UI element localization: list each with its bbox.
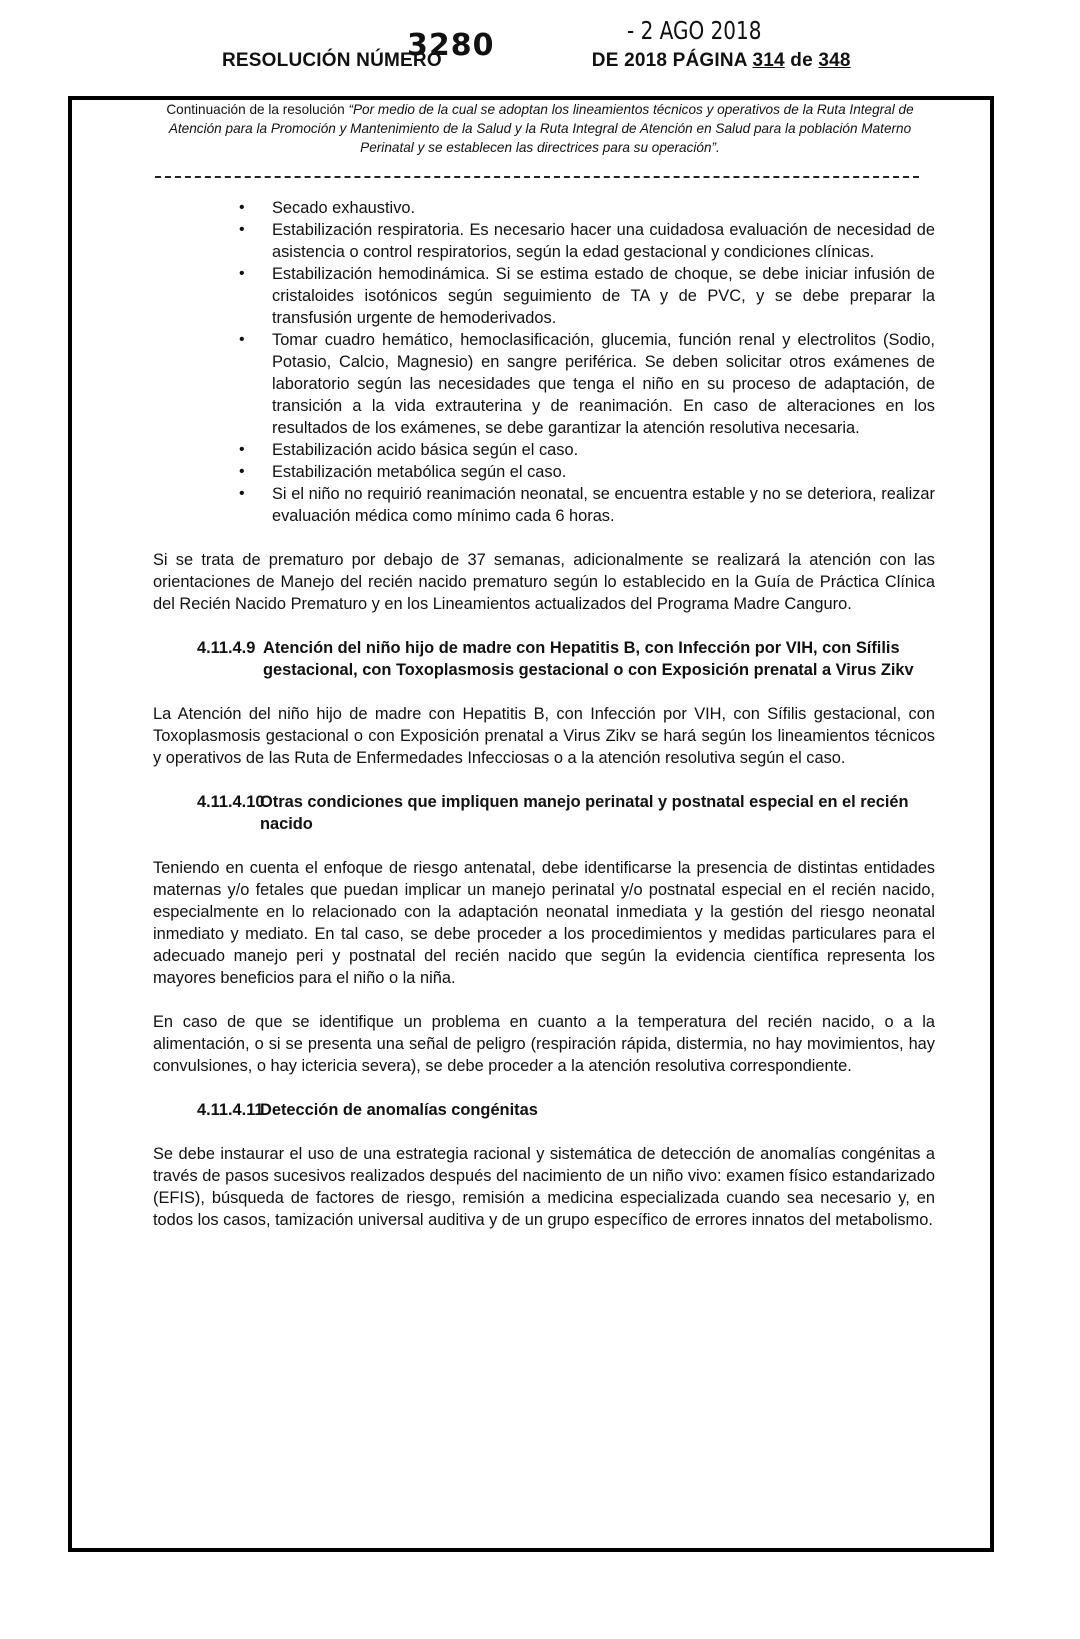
section-10-paragraph-2: En caso de que se identifique un problema en cuanto a la temperatura del recién nacido, o a la alimentación, o si se presenta una señal de peligro (respiración rápida, distermia, no hay movimientos, hay convulsiones, o hay ictericia severa), se debe proceder a la atención resolutiva correspondiente. [153,1013,935,1075]
section-heading-4-11-4-10 [153,791,935,835]
date-stamp: - 2 AGO 2018 [627,16,762,45]
section-heading-4-11-4-11 [153,1099,935,1121]
list-item: • Tomar cuadro hemático, hemoclasificación, glucemia, función renal y electrolitos (Sodio, Potasio, Calcio, Magnesio) en sangre periférica. Se deben solicitar otros exámenes de laboratorio según las necesidades que tenga el niño en su proceso de adaptación, de transición a la vida extrauterina y de reanimación. En caso de alteraciones en los resultados de los exámenes, se debe garantizar la atención resolutiva necesaria. [153,329,935,439]
dashed-separator [155,176,919,178]
section-10-paragraph-1: Teniendo en cuenta el enfoque de riesgo antenatal, debe identificarse la presencia de distintas entidades maternas y/o fetales que puedan implicar un manejo perinatal y/o postnatal especial en el recién nacido, especialmente en lo relacionado con la adaptación neonatal inmediata y la gestión del riesgo neonatal inmediato y mediato. En tal caso, se debe proceder a los procedimientos y medidas particulares para el adecuado manejo peri y postnatal del recién nacido que según la evidencia científica representa los mayores beneficios para el niño o la niña. [153,859,935,987]
of-label: de [790,50,813,71]
year-page-label: DE 2018 PÁGINA [591,50,748,71]
continuation-note [150,100,930,157]
document-body [153,197,935,1231]
section-heading-4-11-4-9 [153,637,935,681]
page-current: 314 [752,50,785,71]
list-item: • Estabilización respiratoria. Es necesario hacer una cuidadosa evaluación de necesidad de asistencia o control respiratorios, según la edad gestacional y condiciones clínicas. [153,219,935,263]
heading-text: Detección de anomalías congénitas [260,1101,538,1119]
list-item: • Estabilización metabólica según el caso. [153,461,935,483]
continuation-lead: Continuación de la resolución [166,102,349,117]
document-header [222,16,922,86]
resolution-prefix: RESOLUCIÓN NÚMERO [222,50,442,71]
premature-paragraph: Si se trata de prematuro por debajo de 37 semanas, adicionalmente se realizará la atención con las orientaciones de Manejo del recién nacido prematuro según lo establecido en la Guía de Práctica Clínica del Recién Nacido Prematuro y en los Lineamientos actualizados del Programa Madre Canguro. [153,551,935,613]
section-11-paragraph: Se debe instaurar el uso de una estrategia racional y sistemática de detección de anomalías congénitas a través de pasos sucesivos realizados después del nacimiento de un niño vivo: examen físico estandarizado (EFIS), búsqueda de factores de riesgo, remisión a medicina especializada cuando sea necesario y, en todos los casos, tamización universal auditiva y de un grupo específico de errores innatos del metabolismo. [153,1145,935,1229]
list-item: • Estabilización acido básica según el caso. [153,439,935,461]
section-9-paragraph: La Atención del niño hijo de madre con Hepatitis B, con Infección por VIH, con Sífilis gestacional, con Toxoplasmosis gestacional o con Exposición prenatal a Virus Zikv se hará según los lineamientos técnicos y operativos de las Ruta de Enfermedades Infecciosas o a la atención resolutiva según el caso. [153,705,935,767]
list-item: • Estabilización hemodinámica. Si se estima estado de choque, se debe iniciar infusión de cristaloides isotónicos según seguimiento de TA y de PVC, y se debe preparar la transfusión urgente de hemoderivados. [153,263,935,329]
heading-number: 4.11.4.10 [197,793,265,811]
list-item: • Si el niño no requirió reanimación neonatal, se encuentra estable y no se deteriora, realizar evaluación médica como mínimo cada 6 horas. [153,483,935,527]
page-total: 348 [818,50,851,71]
resolution-number-stamp: 3280 [407,28,495,63]
heading-number: 4.11.4.9 [197,639,256,657]
resolution-header-line [222,50,851,72]
heading-text: Otras condiciones que impliquen manejo perinatal y postnatal especial en el recién nacido [260,793,909,833]
heading-text: Atención del niño hijo de madre con Hepatitis B, con Infección por VIH, con Sífilis gestacional, con Toxoplasmosis gestacional o con Exposición prenatal a Virus Zikv [263,639,914,679]
heading-number: 4.11.4.11 [197,1101,264,1119]
continuation-title: “Por medio de la cual se adoptan los lineamientos técnicos y operativos de la Ruta Integral de Atención para la Promoción y Mantenimiento de la Salud y la Ruta Integral de Atención en Salud para la población Materno Perinatal y se establecen las directrices para su operación”. [168,102,914,155]
stabilization-list [153,197,935,527]
list-item: • Secado exhaustivo. [153,197,935,219]
